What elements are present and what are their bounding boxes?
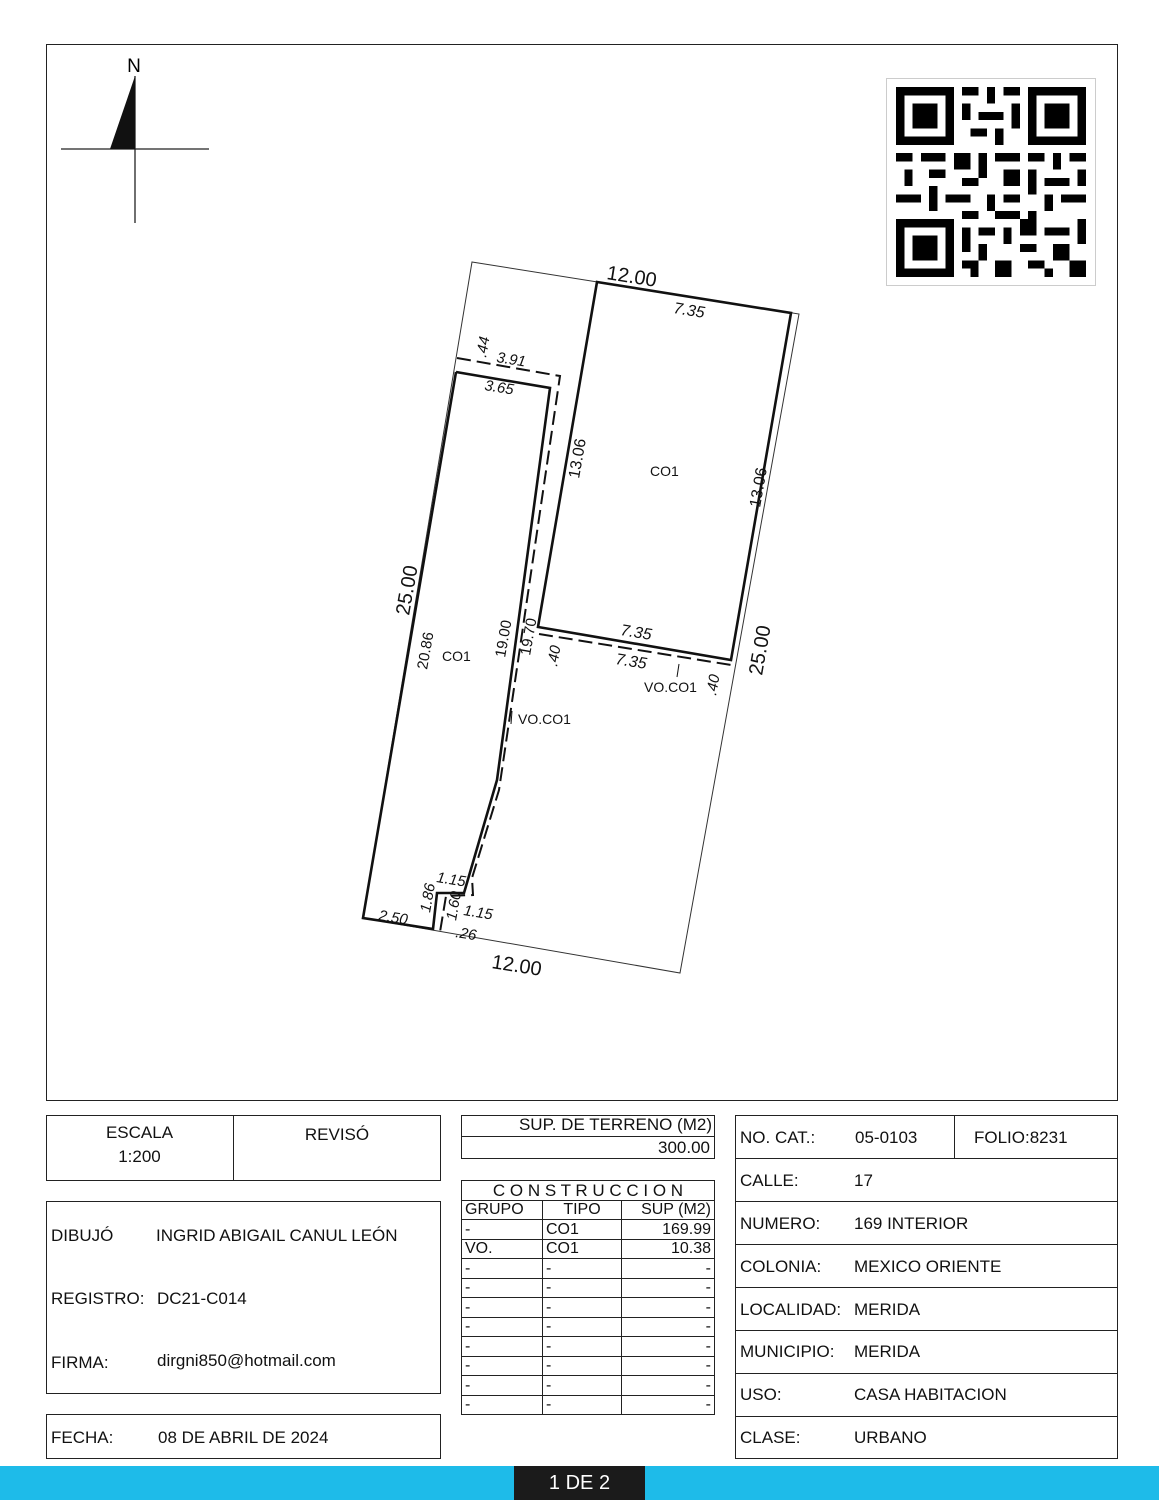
calle-value: 17 — [854, 1171, 873, 1190]
nocat-label: NO. CAT.: — [740, 1128, 816, 1147]
clase-label: CLASE: — [740, 1428, 801, 1447]
dim-block-top: 7.35 — [672, 300, 706, 322]
dim-right: 25.00 — [745, 623, 776, 677]
table-row: - - - — [462, 1278, 715, 1298]
terreno-label: SUP. DE TERRENO (M2) — [518, 1115, 712, 1134]
dim-top-365: 3.65 — [483, 377, 515, 399]
fecha-label: FECHA: — [51, 1428, 114, 1447]
calle-label: CALLE: — [740, 1171, 799, 1190]
construction-table — [461, 1180, 715, 1415]
dim-b-186: 1.86 — [417, 881, 440, 914]
uso-label: USO: — [740, 1385, 782, 1404]
nocat-value: 05-0103 — [855, 1128, 918, 1147]
col-grupo: GRUPO — [462, 1200, 543, 1220]
colonia-label: COLONIA: — [740, 1257, 822, 1276]
table-row: VO. CO1 10.38 — [462, 1239, 715, 1259]
registro-label: REGISTRO: — [51, 1289, 145, 1308]
dim-dashed-inner: 19.70 — [517, 616, 541, 657]
fecha-value: 08 DE ABRIL DE 2024 — [158, 1428, 329, 1447]
dim-40a: .40 — [544, 644, 565, 668]
dim-40b: .40 — [703, 673, 724, 697]
table-row: - - - — [462, 1298, 715, 1318]
col-tipo: TIPO — [543, 1200, 622, 1220]
dim-top-391: 3.91 — [495, 349, 527, 371]
dibujo-label: DIBUJÓ — [51, 1226, 114, 1245]
col-sup: SUP (M2) — [622, 1200, 715, 1220]
folio: FOLIO:8231 — [974, 1128, 1068, 1147]
dim-b-160: 1.60 — [443, 889, 466, 922]
dim-left-side: 20.86 — [414, 630, 438, 671]
table-row: - - - — [462, 1356, 715, 1376]
table-row: - - - — [462, 1317, 715, 1337]
registro-value: DC21-C014 — [157, 1289, 247, 1308]
label-vo-b: VO.CO1 — [644, 679, 697, 695]
construction-title: C O N S T R U C C I O N — [462, 1181, 715, 1201]
dim-block-bottom: 7.35 — [619, 622, 653, 644]
label-vo-a: VO.CO1 — [518, 711, 571, 727]
dim-b-26: .26 — [454, 924, 478, 945]
terreno-value: 300.00 — [658, 1138, 710, 1157]
dim-top-44: .44 — [473, 335, 494, 359]
dim-left: 25.00 — [392, 563, 423, 617]
colonia-value: MEXICO ORIENTE — [854, 1257, 1002, 1276]
dim-block-right: 13.06 — [747, 466, 771, 509]
dim-b-115b: 1.15 — [462, 902, 494, 924]
numero-label: NUMERO: — [740, 1214, 821, 1233]
municipio-label: MUNICIPIO: — [740, 1342, 835, 1361]
dim-b-250: 2.50 — [377, 907, 409, 929]
escala-value: 1:200 — [118, 1147, 161, 1166]
numero-value: 169 INTERIOR — [854, 1214, 969, 1233]
page-indicator: 1 DE 2 — [514, 1466, 645, 1500]
table-row: - - - — [462, 1395, 715, 1415]
dim-bottom: 12.00 — [490, 951, 544, 981]
table-row: - - - — [462, 1376, 715, 1396]
dim-b-115a: 1.15 — [435, 869, 467, 891]
north-label: N — [127, 56, 141, 77]
table-row: - - - — [462, 1337, 715, 1357]
localidad-label: LOCALIDAD: — [740, 1300, 842, 1319]
label-block: CO1 — [650, 463, 679, 479]
table-row: - CO1 169.99 — [462, 1220, 715, 1240]
uso-value: CASA HABITACION — [854, 1385, 1007, 1404]
dibujo-value: INGRID ABIGAIL CANUL LEÓN — [156, 1226, 398, 1245]
clase-value: URBANO — [854, 1428, 927, 1447]
dim-dashed: 7.35 — [614, 651, 648, 673]
firma-label: FIRMA: — [51, 1353, 109, 1372]
escala-label: ESCALA — [105, 1123, 174, 1142]
table-row: - - - — [462, 1259, 715, 1279]
qr-code-icon — [886, 78, 1096, 286]
firma-value: dirgni850@hotmail.com — [157, 1351, 336, 1370]
municipio-value: MERIDA — [854, 1342, 921, 1361]
dim-top: 12.00 — [605, 262, 659, 292]
dim-block-left: 13.06 — [566, 437, 590, 480]
dim-left-inner: 19.00 — [492, 618, 516, 659]
north-arrow-icon — [61, 56, 209, 223]
localidad-value: MERIDA — [854, 1300, 921, 1319]
label-left: CO1 — [442, 648, 471, 664]
reviso-label: REVISÓ — [304, 1125, 370, 1144]
